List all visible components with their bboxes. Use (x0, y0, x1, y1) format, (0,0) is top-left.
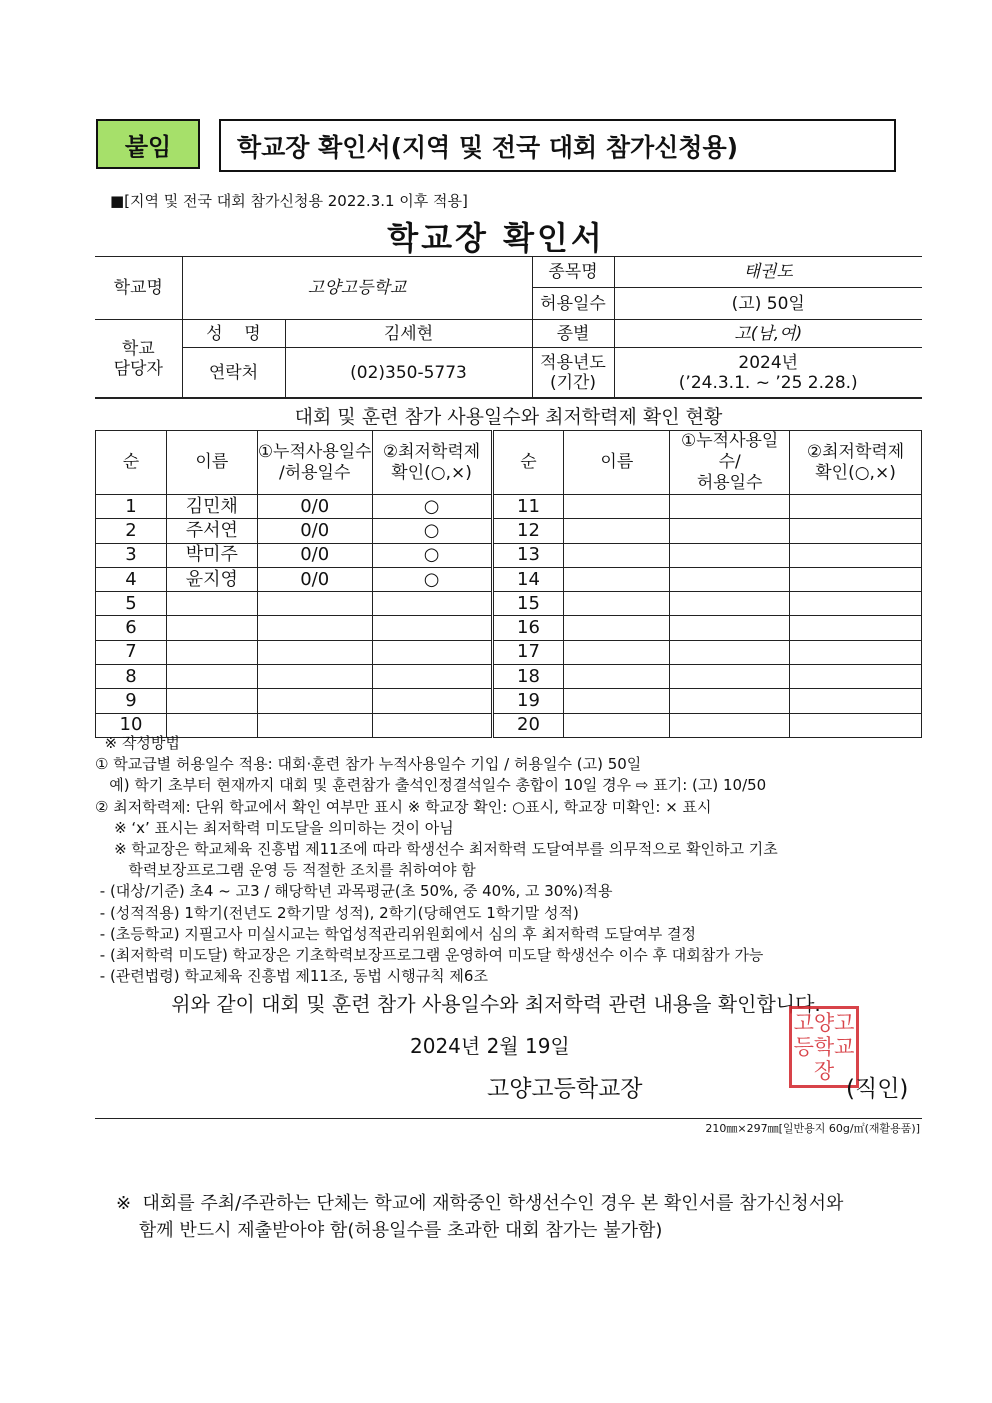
table-cell (257, 689, 372, 713)
table-cell (790, 543, 922, 567)
method-line: - (초등학교) 지필고사 미실시교는 학업성적관리위원회에서 심의 후 최저학력 도달여부 결정 (95, 924, 696, 943)
table-cell (166, 689, 257, 713)
contact-label: 연락처 (182, 348, 285, 398)
column-header: ②최저학력제 확인(○,×) (372, 431, 492, 495)
event-label: 종목명 (532, 257, 614, 288)
table-cell: 4 (96, 567, 167, 591)
column-header: 이름 (166, 431, 257, 495)
manager-label: 학교 담당자 (95, 320, 182, 398)
table-cell (372, 592, 492, 616)
column-header: ②최저학력제 확인(○,×) (790, 431, 922, 495)
method-line: ① 학교급별 허용일수 적용: 대회·훈련 참가 누적사용일수 기입 / 허용일수 (고) 50일 (95, 755, 642, 774)
table-cell: 20 (492, 713, 564, 737)
table-cell (372, 689, 492, 713)
table-row (96, 495, 922, 519)
table-cell (790, 640, 922, 664)
table-cell (257, 665, 372, 689)
table-cell: 8 (96, 665, 167, 689)
table-cell: 12 (492, 519, 564, 543)
table-cell (670, 592, 790, 616)
table-cell (372, 665, 492, 689)
applicability-note: ■[지역 및 전국 대회 참가신청용 2022.3.1 이후 적용] (110, 192, 468, 210)
school-info-table (95, 256, 922, 398)
confirmation-statement: 위와 같이 대회 및 훈련 참가 사용일수와 최저학력 관련 내용을 확인합니다. (171, 992, 821, 1016)
issue-date: 2024년 2월 19일 (410, 1034, 570, 1058)
table-cell (670, 519, 790, 543)
table-cell (257, 592, 372, 616)
table-cell: 10 (96, 713, 167, 737)
table-cell: 0/0 (257, 543, 372, 567)
writing-method (95, 733, 935, 987)
column-header: 이름 (564, 431, 670, 495)
table-cell (166, 665, 257, 689)
table-cell (166, 640, 257, 664)
table-cell (564, 543, 670, 567)
method-line: ※ 작성방법 (95, 734, 180, 752)
table-cell: 5 (96, 592, 167, 616)
table-cell: 14 (492, 567, 564, 591)
footnote (116, 1190, 843, 1244)
period-value: (’24.3.1. ~ ’25 2.28.) (678, 372, 858, 393)
method-line: - (최저학력 미도달) 학교장은 기초학력보장프로그램 운영하여 미도달 학생선수 이수 후 대회참가 가능 (95, 946, 764, 965)
seal-label: (직인) (846, 1076, 909, 1102)
footnote-line: ※ 대회를 주최/주관하는 단체는 학교에 재학중인 학생선수인 경우 본 확인서를 참가신청서와 (116, 1193, 844, 1214)
table-row (96, 689, 922, 713)
column-header: 순 (492, 431, 564, 495)
table-cell: 0/0 (257, 495, 372, 519)
method-line: 학력보장프로그램 운영 등 적절한 조치를 취하여야 함 (95, 861, 476, 880)
table-cell (257, 616, 372, 640)
table-cell (564, 640, 670, 664)
table-cell: 11 (492, 495, 564, 519)
method-line: 예) 학기 초부터 현재까지 대회 및 훈련참가 출석인정결석일수 총합이 10일 경우 ⇨ 표기: (고) 10/50 (95, 776, 767, 795)
table-cell (790, 616, 922, 640)
gender-label: 종별 (532, 320, 614, 348)
table-cell (564, 592, 670, 616)
table-cell: 15 (492, 592, 564, 616)
table-row (96, 592, 922, 616)
table-cell (790, 567, 922, 591)
table-cell: 18 (492, 665, 564, 689)
table-cell (564, 689, 670, 713)
method-line: - (관련법령) 학교체육 진흥법 제11조, 동법 시행규칙 제6조 (95, 967, 488, 986)
method-line: ※ ‘x’ 표시는 최저학력 미도달을 의미하는 것이 아님 (95, 818, 454, 837)
table-cell (564, 495, 670, 519)
manager-name: 김세현 (285, 320, 532, 348)
year-value: 2024년 (738, 352, 799, 373)
table-cell (790, 592, 922, 616)
name-label: 성 명 (182, 320, 285, 348)
form-title-box: 학교장 확인서(지역 및 전국 대회 참가신청용) (219, 119, 896, 172)
table-row (96, 616, 922, 640)
column-header: ①누적사용일수/ 허용일수 (670, 431, 790, 495)
official-seal: 고양고등학교장 (789, 1006, 859, 1088)
table-cell: 박미주 (166, 543, 257, 567)
table-cell: 김민채 (166, 495, 257, 519)
status-title: 대회 및 훈련 참가 사용일수와 최저학력제 확인 현황 (95, 398, 922, 431)
table-cell (564, 665, 670, 689)
table-cell: 2 (96, 519, 167, 543)
table-cell (670, 567, 790, 591)
gender-value: 고(남,여) (614, 320, 922, 348)
table-cell (670, 495, 790, 519)
table-cell (564, 616, 670, 640)
table-row (96, 543, 922, 567)
contact-value: (02)350-5773 (285, 348, 532, 398)
table-cell (790, 495, 922, 519)
table-cell: ○ (372, 495, 492, 519)
table-cell: 17 (492, 640, 564, 664)
school-label: 학교명 (95, 257, 182, 320)
table-cell: 19 (492, 689, 564, 713)
table-cell: ○ (372, 567, 492, 591)
column-header: 순 (96, 431, 167, 495)
table-header-row (96, 431, 922, 495)
table-cell: 9 (96, 689, 167, 713)
table-cell (670, 543, 790, 567)
table-cell: 6 (96, 616, 167, 640)
athlete-status-table (95, 430, 922, 738)
method-line: - (대상/기준) 초4 ~ 고3 / 해당학년 과목평균(초 50%, 중 40%, 고 30%)적용 (95, 882, 613, 901)
table-cell (670, 616, 790, 640)
year-label: 적용년도 (기간) (532, 348, 614, 398)
table-cell (790, 519, 922, 543)
table-cell (790, 689, 922, 713)
document-title: 학교장 확인서 (387, 219, 605, 257)
table-row (96, 665, 922, 689)
days-value: (고) 50일 (614, 288, 922, 320)
table-cell (670, 665, 790, 689)
table-cell (166, 616, 257, 640)
table-cell (372, 640, 492, 664)
paper-spec: 210㎜×297㎜[일반용지 60g/㎡(재활용품)] (705, 1122, 920, 1135)
table-cell: 1 (96, 495, 167, 519)
table-cell: 7 (96, 640, 167, 664)
method-line: ※ 학교장은 학교체육 진흥법 제11조에 따라 학생선수 최저학력 도달여부를 의무적으로 확인하고 기초 (95, 840, 778, 859)
table-cell (564, 567, 670, 591)
method-line: ② 최저학력제: 단위 학교에서 확인 여부만 표시 ※ 학교장 확인: ○표시, 학교장 미확인: × 표시 (95, 797, 712, 816)
footnote-line: 함께 반드시 제출받아야 함(허용일수를 초과한 대회 참가는 불가함) (116, 1220, 663, 1241)
year-cell (614, 348, 922, 398)
column-header: ①누적사용일수 /허용일수 (257, 431, 372, 495)
table-cell (564, 519, 670, 543)
table-row (96, 519, 922, 543)
table-cell: ○ (372, 519, 492, 543)
table-cell: 윤지영 (166, 567, 257, 591)
event-value: 태권도 (614, 257, 922, 288)
table-cell: 3 (96, 543, 167, 567)
method-line: - (성적적용) 1학기(전년도 2학기말 성적), 2학기(당해연도 1학기말 성적) (95, 903, 579, 922)
table-cell (166, 592, 257, 616)
school-name: 고양고등학교 (182, 257, 532, 320)
table-cell (372, 616, 492, 640)
table-cell: 16 (492, 616, 564, 640)
attachment-tag: 붙임 (96, 119, 200, 169)
divider (95, 1118, 922, 1119)
table-cell: 0/0 (257, 519, 372, 543)
table-cell (790, 665, 922, 689)
table-cell: 0/0 (257, 567, 372, 591)
table-cell (257, 640, 372, 664)
table-cell: 13 (492, 543, 564, 567)
table-cell: ○ (372, 543, 492, 567)
table-cell: 주서연 (166, 519, 257, 543)
table-row (96, 640, 922, 664)
table-cell (670, 689, 790, 713)
table-cell (670, 640, 790, 664)
table-row (96, 567, 922, 591)
days-label: 허용일수 (532, 288, 614, 320)
principal-name: 고양고등학교장 (487, 1076, 643, 1102)
